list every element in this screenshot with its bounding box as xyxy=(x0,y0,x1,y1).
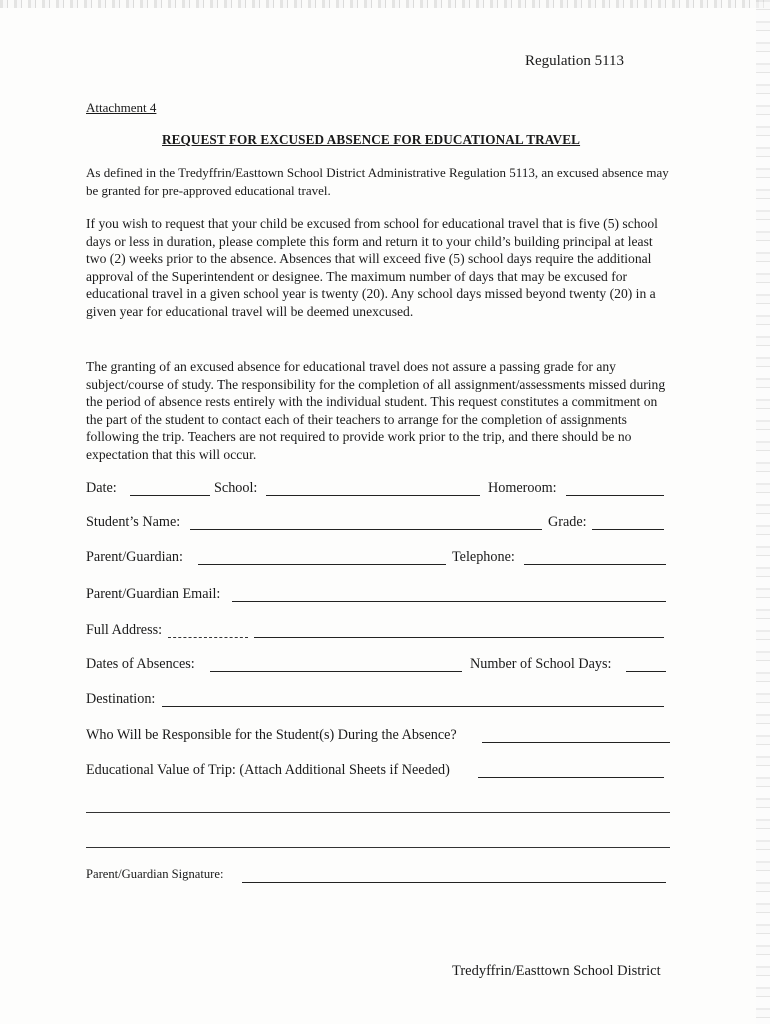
date-label: Date: xyxy=(86,480,117,496)
educational-value-field[interactable] xyxy=(478,777,664,778)
form-row-signature xyxy=(86,867,670,887)
form-row-destination xyxy=(86,691,670,711)
responsible-field[interactable] xyxy=(482,742,670,743)
form-row-date-school xyxy=(86,480,670,500)
form-row-educational-value xyxy=(86,762,670,782)
school-label: School: xyxy=(214,480,258,496)
grade-field[interactable] xyxy=(592,529,664,530)
attachment-label: Attachment 4 xyxy=(86,100,157,115)
signature-field[interactable] xyxy=(242,882,666,883)
parent-label: Parent/Guardian: xyxy=(86,549,183,565)
address-field[interactable] xyxy=(254,637,664,638)
telephone-field[interactable] xyxy=(524,564,666,565)
homeroom-field[interactable] xyxy=(566,495,664,496)
homeroom-label: Homeroom: xyxy=(488,480,557,496)
num-days-field[interactable] xyxy=(626,671,666,672)
form-row-dates xyxy=(86,656,670,676)
student-name-field[interactable] xyxy=(190,529,542,530)
dates-label: Dates of Absences: xyxy=(86,656,195,672)
scan-edge-top xyxy=(0,0,770,8)
regulation-number: Regulation 5113 xyxy=(525,53,625,69)
student-name-label: Student’s Name: xyxy=(86,514,181,530)
num-days-label: Number of School Days: xyxy=(470,656,612,672)
telephone-label: Telephone: xyxy=(452,549,515,565)
responsible-label: Who Will be Responsible for the Student(s) During the Absence? xyxy=(86,727,457,743)
educational-value-line-3[interactable] xyxy=(86,847,670,848)
district-footer: Tredyffrin/Easttown School District xyxy=(452,963,661,979)
email-label: Parent/Guardian Email: xyxy=(86,586,221,602)
grade-label: Grade: xyxy=(548,514,587,530)
parent-field[interactable] xyxy=(198,564,446,565)
form-row-email xyxy=(86,586,670,606)
eligibility-paragraph: If you wish to request that your child be excused from school for educational travel that is five (5) school days or less in duration, please complete this form and return it to your child’s building principal at least two (2) weeks prior to the absence. Absences that will exceed five (5) school days require the additional approval of the Superintendent or designee. The maximum number of days that may be excused for educational travel in a given school year is twenty (20). Any school days missed beyond twenty (20) in a given year for educational travel will be deemed unexcused. xyxy=(86,216,658,319)
form-row-parent xyxy=(86,549,670,569)
dates-field[interactable] xyxy=(210,671,462,672)
intro-paragraph: As defined in the Tredyffrin/Easttown School District Administrative Regulation 5113, an excused absence may be granted for pre-approved educational travel. xyxy=(86,165,669,198)
destination-label: Destination: xyxy=(86,691,156,707)
form-row-address xyxy=(86,622,670,642)
address-field-start[interactable] xyxy=(168,637,248,638)
date-field[interactable] xyxy=(130,495,210,496)
form-row-responsible xyxy=(86,727,670,747)
destination-field[interactable] xyxy=(162,706,664,707)
scan-edge-right xyxy=(756,0,770,1024)
school-field[interactable] xyxy=(266,495,480,496)
form-row-student xyxy=(86,514,670,534)
educational-value-label: Educational Value of Trip: (Attach Additional Sheets if Needed) xyxy=(86,762,450,778)
responsibility-paragraph: The granting of an excused absence for educational travel does not assure a passing grade for any subject/course of study. The responsibility for the completion of all assignment/assessments missed during the period of absence rests entirely with the individual student. This request constitutes a commitment on the part of the student to contact each of their teachers to arrange for the completion of assignments following the trip. Teachers are not required to provide work prior to the trip, and there should be no expectation that this will occur. xyxy=(86,359,666,462)
address-label: Full Address: xyxy=(86,622,163,638)
educational-value-line-2[interactable] xyxy=(86,812,670,813)
email-field[interactable] xyxy=(232,601,666,602)
signature-label: Parent/Guardian Signature: xyxy=(86,867,224,881)
form-title: REQUEST FOR EXCUSED ABSENCE FOR EDUCATIONAL TRAVEL xyxy=(162,132,581,147)
